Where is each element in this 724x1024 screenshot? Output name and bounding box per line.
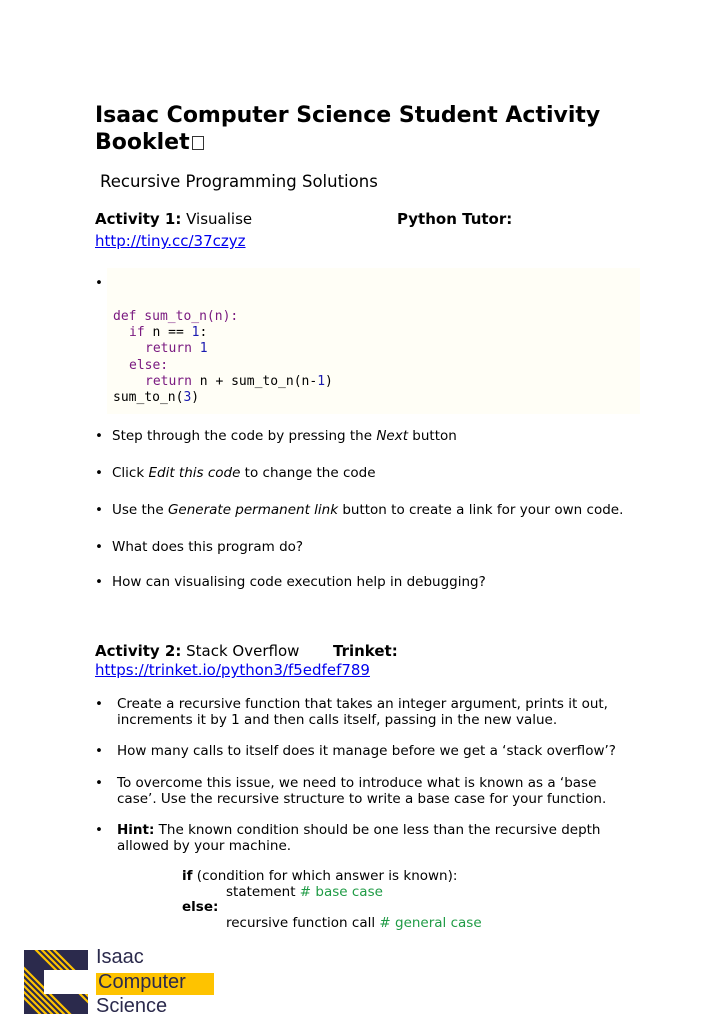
- pseudo-line-else: else:: [182, 899, 219, 915]
- bullet-dot: •: [95, 275, 103, 291]
- activity2-url-link[interactable]: https://trinket.io/python3/f5edfef789: [95, 661, 370, 679]
- activity2-tool-label: Trinket:: [333, 642, 398, 660]
- page-subtitle: Recursive Programming Solutions: [100, 172, 378, 191]
- logo-text-science: Science: [96, 995, 168, 1017]
- code-line-2: if n == 1:: [129, 325, 208, 340]
- code-line-1: def sum_to_n(n):: [113, 309, 239, 324]
- title-text: Isaac Computer Science Student Activity Booklet: [95, 103, 601, 155]
- isaac-logo: [24, 948, 224, 1018]
- pseudo-line-recursive: recursive function call # general case: [226, 915, 482, 931]
- logo-text-isaac: Isaac: [96, 946, 144, 968]
- activity1-tool-label: Python Tutor:: [397, 210, 513, 228]
- pseudo-line-if: if (condition for which answer is known):: [182, 868, 458, 884]
- code-block: [107, 268, 640, 414]
- pseudo-line-statement: statement # base case: [226, 884, 383, 900]
- activity1-label: Activity 1:: [95, 210, 182, 228]
- activity1-url-link[interactable]: http://tiny.cc/37czyz: [95, 232, 246, 250]
- code-line-3: return 1: [145, 341, 208, 356]
- code-line-4: else:: [129, 358, 169, 373]
- activity1-heading: [95, 210, 252, 228]
- activity2-heading: Activity 2: Stack Overflow: [95, 642, 300, 660]
- logo-text-computer: Computer: [98, 971, 186, 993]
- activity1-name: Visualise: [186, 210, 253, 228]
- page-title: [95, 102, 655, 156]
- code-line-6: sum_to_n(3): [113, 390, 200, 405]
- code-line-5: return n + sum_to_n(n-1): [145, 374, 333, 389]
- placeholder-glyph: [192, 136, 204, 150]
